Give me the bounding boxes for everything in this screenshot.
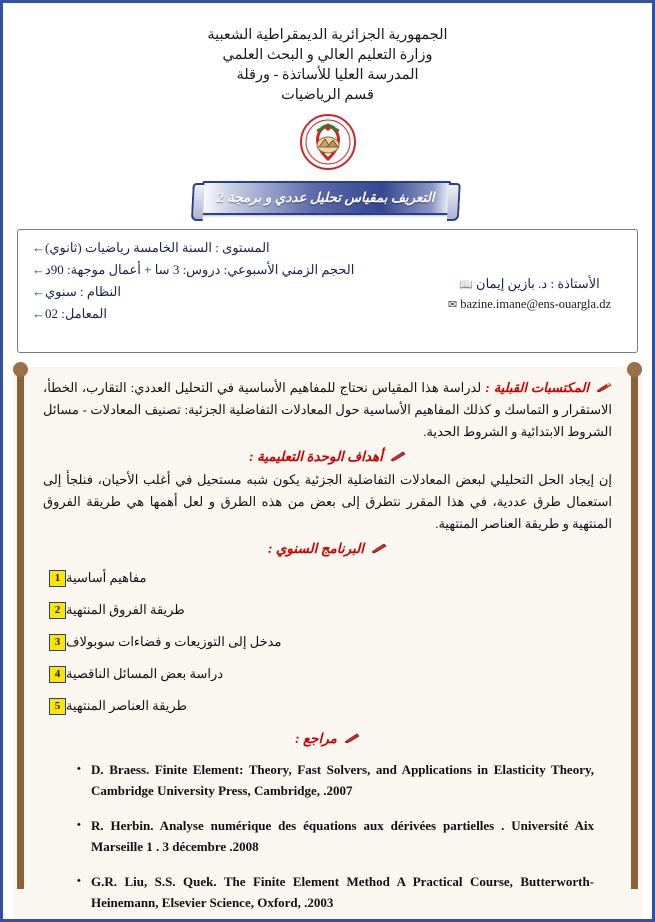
pointing-hand-icon: ← [32, 306, 45, 321]
course-info-box [17, 229, 638, 353]
pen-icon [596, 378, 612, 389]
envelope-icon: ✉ [447, 299, 458, 311]
references-heading: مراجع : [295, 731, 337, 746]
info-rows-block [28, 260, 448, 326]
list-item: • R. Herbin. Analyse numérique des équations aux dérivées partielles . Université Aix Marseille 1 . 3 décembre .2008 [77, 815, 594, 857]
left-pin-bar-icon [17, 369, 24, 889]
program-item-label: مدخل إلى التوزيعات و فضاءات سوبولاف [66, 634, 282, 649]
info-row-coefficient [28, 304, 448, 324]
list-item: • D. Braess. Finite Element: Theory, Fast Solvers, and Applications in Elasticity Theory, Cambridge University Press, Cambridge, .2007 [77, 759, 594, 801]
professor-email-line [448, 295, 611, 315]
prerequisites-text: لدراسة هذا المقياس نحتاج للمفاهيم الأساسية في التحليل العددي: التقارب، الخطأ، الاستقرار و التماسك و كذلك المفاهيم الأساسية حول المعادلات التفاضلية الجزئية: تصنيف المعادلات - مسائل الشروط الابتدائية و الشروط الحدية. [43, 380, 612, 439]
info-row-regime [28, 282, 448, 302]
program-item-number: 5 [49, 698, 66, 715]
prerequisites-paragraph [43, 377, 612, 443]
program-item-label: طريقة الفروق المنتهية [66, 602, 185, 617]
professor-label: الأستاذة : د. بازين إيمان [476, 276, 600, 291]
info-weekly-hours-label: الحجم الزمني الأسبوعي: دروس: 3 سا + أعمال موجهة: 90د [45, 262, 355, 277]
program-item-number: 2 [49, 602, 66, 619]
pen-icon [344, 730, 360, 741]
professor-block [448, 260, 627, 315]
professor-name [448, 274, 611, 295]
banner-right-edge [447, 183, 461, 221]
info-coefficient-label: المعامل: 02 [45, 306, 107, 321]
pen-icon [390, 448, 406, 459]
book-icon: 📖 [459, 279, 473, 291]
professor-email: bazine.imane@ens-ouargla.dz [460, 297, 611, 311]
program-item-label: دراسة بعض المسائل الناقصية [66, 666, 224, 681]
banner-left-edge [191, 183, 205, 221]
right-pin-bar-icon [631, 369, 638, 889]
objectives-paragraph: إن إيجاد الحل التحليلي لبعض المعادلات التفاضلية الجزئية يكون شبه مستحيل في أغلب الأحيان، فنلجأ إلى استعمال طرق عددية، في هذا المقرر نتطرق إلى بعض من هذه الطرق و لعل أهمها هي طريقة الفروق المنتهية و طريقة العناصر المنتهية. [43, 472, 612, 531]
course-title-banner [199, 181, 453, 215]
objectives-heading-row [43, 447, 612, 467]
title-banner-zone [3, 177, 652, 223]
course-title-text: التعريف بمقياس تحليل عددي و برمجة 2 [217, 190, 435, 205]
ens-ouargla-emblem-icon [299, 113, 357, 171]
pointing-hand-icon: ← [32, 240, 45, 255]
header-line-ministry: وزارة التعليم العالي و البحث العلمي [222, 47, 433, 63]
document-body-panel [13, 367, 642, 922]
list-item [43, 601, 612, 619]
program-item-label: طريقة العناصر المنتهية [66, 698, 187, 713]
logo-container [3, 113, 652, 175]
pointing-hand-icon: ← [32, 262, 45, 277]
program-item-label: مفاهيم أساسية [66, 570, 147, 585]
program-heading-row [43, 539, 612, 559]
header-line-school: المدرسة العليا للأساتذة - ورقلة [236, 67, 419, 83]
list-item [43, 569, 612, 587]
info-row-weekly-hours [28, 260, 448, 280]
program-item-number: 1 [49, 570, 66, 587]
references-heading-row [43, 729, 612, 749]
references-list [43, 755, 612, 913]
info-regime-label: النظام : سنوي [45, 284, 121, 299]
header-line-department: قسم الرياضيات [281, 87, 374, 103]
program-item-number: 4 [49, 666, 66, 683]
program-heading: البرنامج السنوي : [268, 541, 364, 556]
document-header [3, 3, 652, 105]
info-split-region [28, 260, 627, 326]
info-row-level [28, 238, 627, 258]
prerequisites-heading: المكتسبات القبلية : [485, 380, 589, 395]
pen-icon [371, 540, 387, 551]
program-item-number: 3 [49, 634, 66, 651]
info-level-label: المستوى : السنة الخامسة رياضيات (ثانوي) [45, 240, 270, 255]
objectives-heading: أهداف الوحدة التعليمية : [249, 449, 383, 464]
list-item: • G.R. Liu, S.S. Quek. The Finite Element Method A Practical Course, Butterworth-Heinemann, Elsevier Science, Oxford, .2003 [77, 871, 594, 913]
list-item [43, 633, 612, 651]
pointing-hand-icon: ← [32, 284, 45, 299]
program-list [43, 569, 612, 715]
header-line-country: الجمهورية الجزائرية الديمقراطية الشعبية [207, 27, 448, 43]
list-item [43, 665, 612, 683]
list-item [43, 697, 612, 715]
